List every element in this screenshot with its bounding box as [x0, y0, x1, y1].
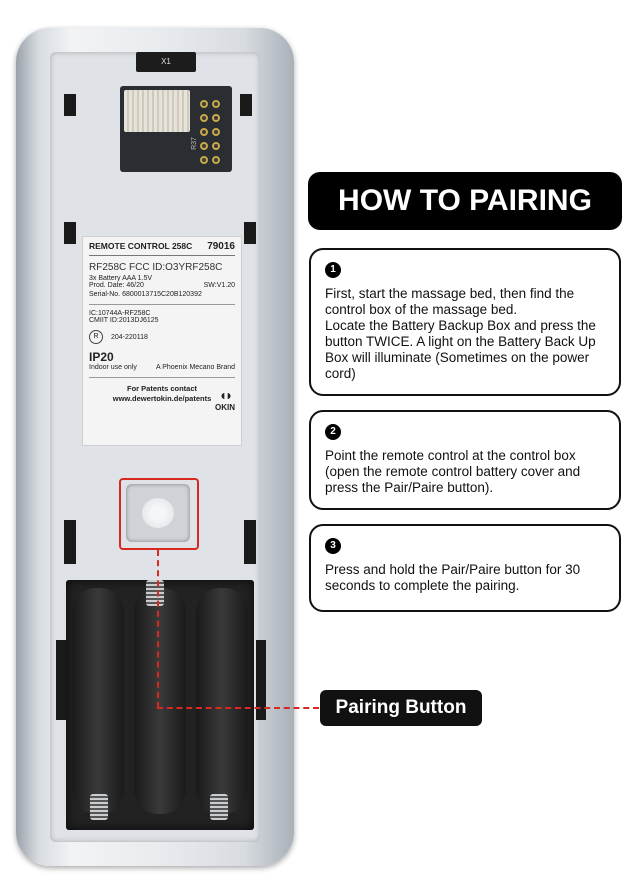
pairing-button-highlight — [119, 478, 199, 550]
pin-header — [198, 98, 228, 168]
step-number-badge: 2 — [325, 424, 341, 440]
label-patents-line1: For Patents contact — [126, 384, 197, 393]
label-patents — [89, 384, 235, 404]
label-title: REMOTE CONTROL 258C — [89, 241, 193, 251]
label-divider — [89, 377, 235, 378]
clip-slot — [244, 520, 256, 564]
label-divider — [89, 304, 235, 305]
clip-slot — [64, 520, 76, 564]
label-cert-number: 204-220118 — [111, 333, 148, 341]
rf-module-chip — [124, 90, 190, 132]
okin-logo-icon: ◖◗ — [218, 387, 232, 403]
label-fcc: RF258C FCC ID:O3YRF258C — [89, 262, 223, 273]
label-serial: Serial-No. 6800013715C20B120392 — [89, 291, 202, 298]
callout-leader-line — [157, 550, 159, 708]
label-battery: 3x Battery AAA 1.5V — [89, 275, 153, 282]
clip-slot — [64, 94, 76, 116]
battery-slot — [196, 588, 248, 814]
connector-tab-label: X1 — [161, 57, 171, 66]
pairing-button-callout: Pairing Button — [320, 690, 482, 726]
battery-compartment — [66, 580, 254, 830]
step-number-badge: 1 — [325, 262, 341, 278]
clip-slot — [244, 222, 256, 244]
product-label-sticker — [82, 236, 242, 446]
label-cmiit: CMIIT ID:2013DJ6125 — [89, 317, 159, 324]
label-sw-version: SW:V1.20 — [203, 282, 235, 289]
label-prod-date: Prod. Date: 46/20 — [89, 282, 144, 289]
battery-spring — [146, 580, 164, 606]
label-indoor-row — [89, 364, 235, 371]
page-title: HOW TO PAIRING — [308, 172, 622, 230]
battery-spring — [90, 794, 108, 820]
label-brand: A Phoenix Mecano Brand — [156, 364, 235, 371]
label-cert-row — [89, 330, 235, 344]
okin-logo-text: OKIN — [215, 403, 235, 412]
label-indoor: Indoor use only — [89, 364, 137, 371]
battery-slot — [134, 588, 186, 814]
step-card-3 — [309, 524, 621, 612]
pcb-label: R37 — [190, 137, 198, 150]
clip-slot — [64, 222, 76, 244]
connector-tab — [136, 52, 196, 72]
step-card-2 — [309, 410, 621, 510]
step-text: Press and hold the Pair/Paire button for 30 seconds to complete the pairing. — [325, 562, 581, 593]
clip-slot — [240, 94, 252, 116]
okin-logo — [215, 387, 235, 412]
battery-spring — [210, 794, 228, 820]
side-rail — [56, 640, 66, 720]
certification-mark-icon: R — [89, 330, 103, 344]
step-text: Point the remote control at the control box (open the remote control battery cover and press the Pair/Paire button). — [325, 448, 581, 495]
label-ic: IC:10744A-RF258C — [89, 310, 151, 317]
label-model-number: 79016 — [207, 241, 235, 252]
step-text: First, start the massage bed, then find the control box of the massage bed. Locate the Battery Backup Box and press the button TWICE. A light on the Battery Back Up Box will illuminate (Sometimes on the power cord) — [325, 286, 596, 381]
step-number-badge: 3 — [325, 538, 341, 554]
label-date-row — [89, 282, 235, 289]
callout-leader-line — [157, 707, 319, 709]
label-patents-line2: www.dewertokin.de/patents — [112, 394, 212, 403]
label-ip-rating: IP20 — [89, 350, 114, 364]
label-header — [89, 241, 235, 256]
battery-slot — [72, 588, 124, 814]
step-card-1 — [309, 248, 621, 396]
